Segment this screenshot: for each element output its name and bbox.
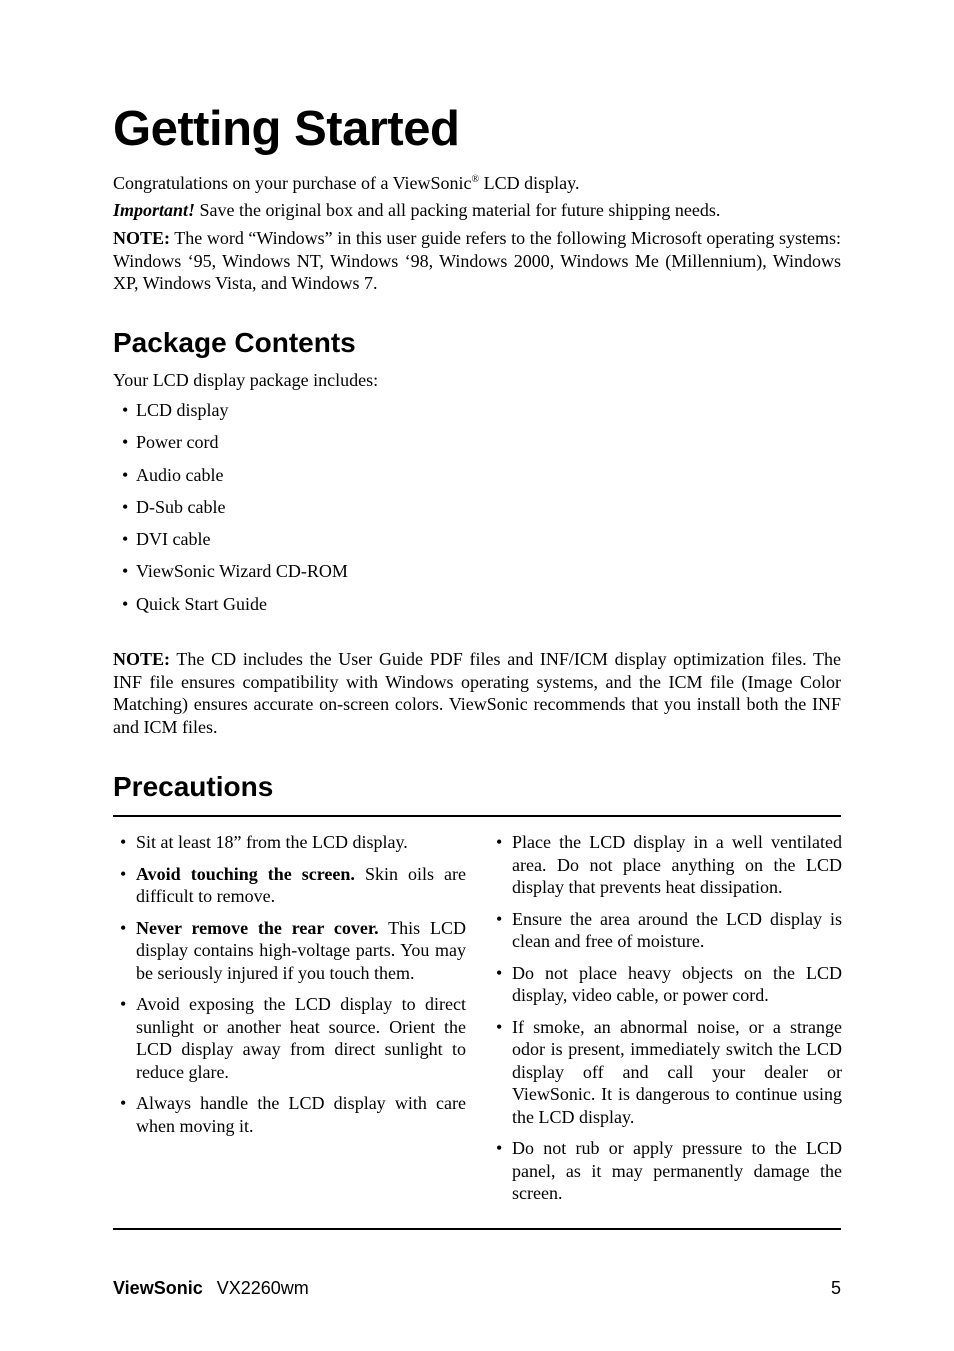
- note-label: NOTE:: [113, 649, 171, 669]
- registered-mark: ®: [471, 174, 480, 185]
- footer-model: VX2260wm: [216, 1278, 309, 1298]
- precautions-right-column: [489, 831, 842, 1214]
- note-text: The CD includes the User Guide PDF files and INF/ICM display optimization files. The INF file ensures compatibility with Windows operating systems, and the ICM file (Image Color Matching) ensures accurate on-screen colors. ViewSonic recommends that you install both the INF and ICM files.: [113, 649, 841, 737]
- list-item: • If smoke, an abnormal noise, or a strange odor is present, immediately switch the LCD display off and call your dealer or ViewSonic. It is dangerous to continue using the LCD display.: [489, 1016, 842, 1129]
- important-label: Important!: [113, 200, 196, 220]
- list-item: • LCD display: [113, 399, 348, 431]
- congrats-text: Congratulations on your purchase of a ViewSonic: [113, 173, 472, 193]
- section-divider: [113, 815, 841, 817]
- package-list: [113, 399, 348, 625]
- page-footer: [113, 1277, 841, 1299]
- list-item: • Never remove the rear cover. This LCD display contains high-voltage parts. You may be seriously injured if you touch them.: [113, 917, 466, 985]
- list-item: • Ensure the area around the LCD display is clean and free of moisture.: [489, 908, 842, 953]
- list-item: • Sit at least 18” from the LCD display.: [113, 831, 466, 854]
- intro-congrats: [113, 172, 841, 195]
- footer-brand: ViewSonic: [113, 1278, 203, 1298]
- list-item: • D-Sub cable: [113, 496, 348, 528]
- list-item: • Do not rub or apply pressure to the LCD panel, as it may permanently damage the screen.: [489, 1137, 842, 1205]
- list-item: • Audio cable: [113, 464, 348, 496]
- note-text: The word “Windows” in this user guide refers to the following Microsoft operating systems: Windows ‘95, Windows NT, Windows ‘98, Windows 2000, Windows Me (Millennium), Windows XP, Windows Vista, and Windows 7.: [113, 228, 841, 293]
- list-item: • DVI cable: [113, 528, 348, 560]
- list-item: • ViewSonic Wizard CD-ROM: [113, 560, 348, 592]
- precautions-left-column: [113, 831, 466, 1146]
- list-item: • Do not place heavy objects on the LCD display, video cable, or power cord.: [489, 962, 842, 1007]
- package-contents-heading: Package Contents: [113, 327, 356, 358]
- list-item: • Power cord: [113, 431, 348, 463]
- footer-divider: [113, 1228, 841, 1230]
- page-number: 5: [830, 1278, 841, 1298]
- cd-note: [113, 648, 841, 738]
- page-title: Getting Started: [113, 102, 460, 156]
- important-text: Save the original box and all packing material for future shipping needs.: [195, 200, 721, 220]
- list-item: • Avoid touching the screen. Skin oils are difficult to remove.: [113, 863, 466, 908]
- list-item: • Place the LCD display in a well ventilated area. Do not place anything on the LCD display that prevents heat dissipation.: [489, 831, 842, 899]
- package-lead: Your LCD display package includes:: [113, 370, 379, 390]
- list-item: • Avoid exposing the LCD display to direct sunlight or another heat source. Orient the LCD display away from direct sunlight to reduce glare.: [113, 993, 466, 1083]
- windows-note: [113, 227, 841, 295]
- congrats-text-end: LCD display.: [479, 173, 580, 193]
- list-item: • Always handle the LCD display with care when moving it.: [113, 1092, 466, 1137]
- list-item: • Quick Start Guide: [113, 593, 348, 625]
- note-label: NOTE:: [113, 228, 171, 248]
- important-notice: [113, 199, 841, 222]
- precautions-heading: Precautions: [113, 771, 274, 802]
